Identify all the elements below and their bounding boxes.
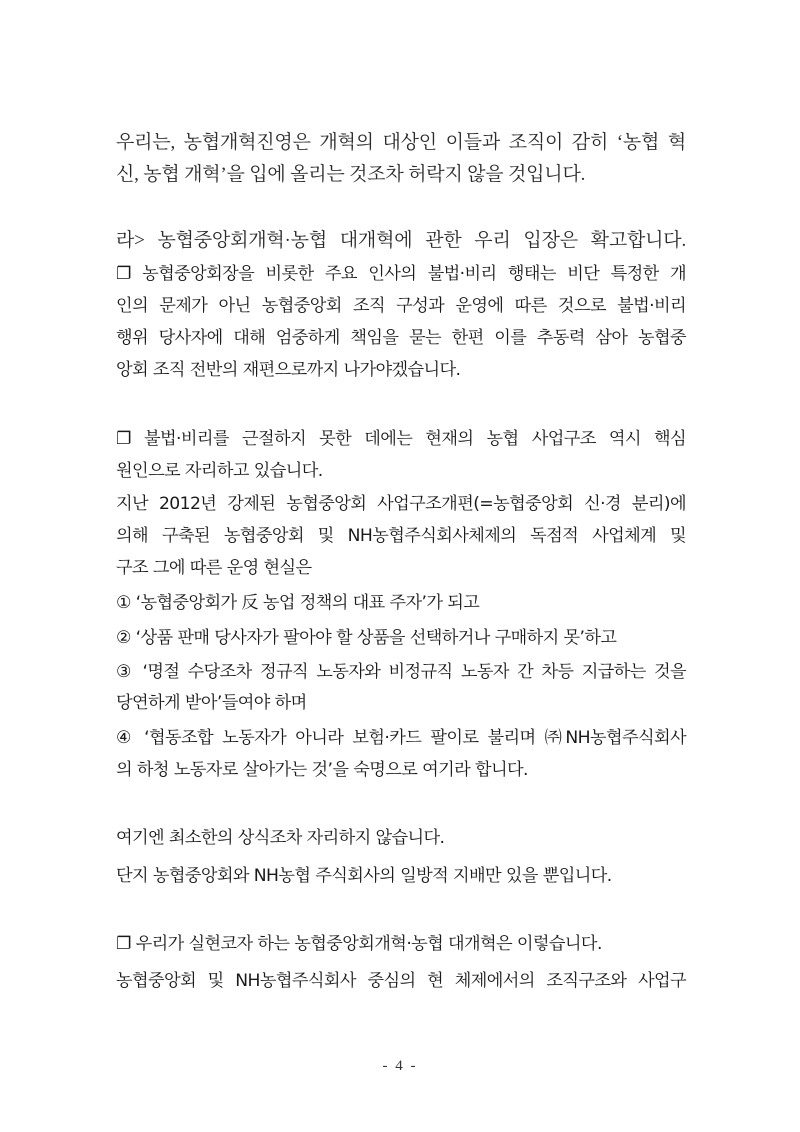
paragraph-3-line-1: 여기엔 최소한의 상식조차 자리하지 않습니다.	[116, 828, 445, 848]
numbered-item-4-line-1: ④ ‘협동조합 노동자가 아니라 보험·카드 팔이로 불리며 ㈜NH농협주식회사	[116, 728, 686, 748]
section-heading: 라> 농협중앙회개혁·농협 대개혁에 관한 우리 입장은 확고합니다.	[116, 230, 686, 251]
numbered-item-4-line-2: 의 하청 노동자로 살아가는 것’을 숙명으로 여기라 합니다.	[116, 760, 528, 780]
numbered-item-3-line-2: 당연하게 받아’들여야 하며	[116, 693, 307, 713]
paragraph-1-line-2: 신, 농협 개혁’을 입에 올리는 것조차 허락지 않을 것입니다.	[116, 164, 586, 185]
bullet-1-line-2: 인의 문제가 아닌 농협중앙회 조직 구성과 운영에 따른 것으로 불법·비리	[116, 296, 686, 316]
paragraph-2-line-2: 의해 구축된 농협중앙회 및 NH농협주식회사체제의 독점적 사업체계 및	[116, 526, 686, 546]
bullet-1-line-4: 앙회 조직 전반의 재편으로까지 나가야겠습니다.	[116, 360, 461, 380]
paragraph-2-line-1: 지난 2012년 강제된 농협중앙회 사업구조개편(=농협중앙회 신·경 분리)에	[116, 494, 686, 514]
bullet-2-line-1: ❐ 불법·비리를 근절하지 못한 데에는 현재의 농협 사업구조 역시 핵심	[116, 429, 686, 449]
numbered-item-2: ② ‘상품 판매 당사자가 팔아야 할 상품을 선택하거나 구매하지 못’하고	[116, 628, 617, 648]
bullet-3-line-2: 농협중앙회 및 NH농협주식회사 중심의 현 체제에서의 조직구조와 사업구	[116, 971, 686, 991]
bullet-1-line-1: ❐ 농협중앙회장을 비롯한 주요 인사의 불법·비리 행태는 비단 특정한 개	[116, 264, 686, 284]
numbered-item-3-line-1: ③ ‘명절 수당조차 정규직 노동자와 비정규직 노동자 간 차등 지급하는 것을	[116, 662, 686, 682]
numbered-item-1: ① ‘농협중앙회가 反 농업 정책의 대표 주자’가 되고	[116, 593, 480, 613]
page-number: - 4 -	[382, 1058, 418, 1074]
bullet-2-line-2: 원인으로 자리하고 있습니다.	[116, 461, 323, 481]
paragraph-1-line-1: 우리는, 농협개혁진영은 개혁의 대상인 이들과 조직이 감히 ‘농협 혁	[116, 132, 686, 153]
paragraph-2-line-3: 구조 그에 따른 운영 현실은	[116, 558, 312, 578]
bullet-1-line-3: 행위 당사자에 대해 엄중하게 책임을 묻는 한편 이를 추동력 삼아 농협중	[116, 328, 686, 348]
paragraph-3-line-2: 단지 농협중앙회와 NH농협 주식회사의 일방적 지배만 있을 뿐입니다.	[116, 866, 612, 886]
bullet-3-line-1: ❐ 우리가 실현코자 하는 농협중앙회개혁·농협 대개혁은 이렇습니다.	[116, 934, 602, 954]
